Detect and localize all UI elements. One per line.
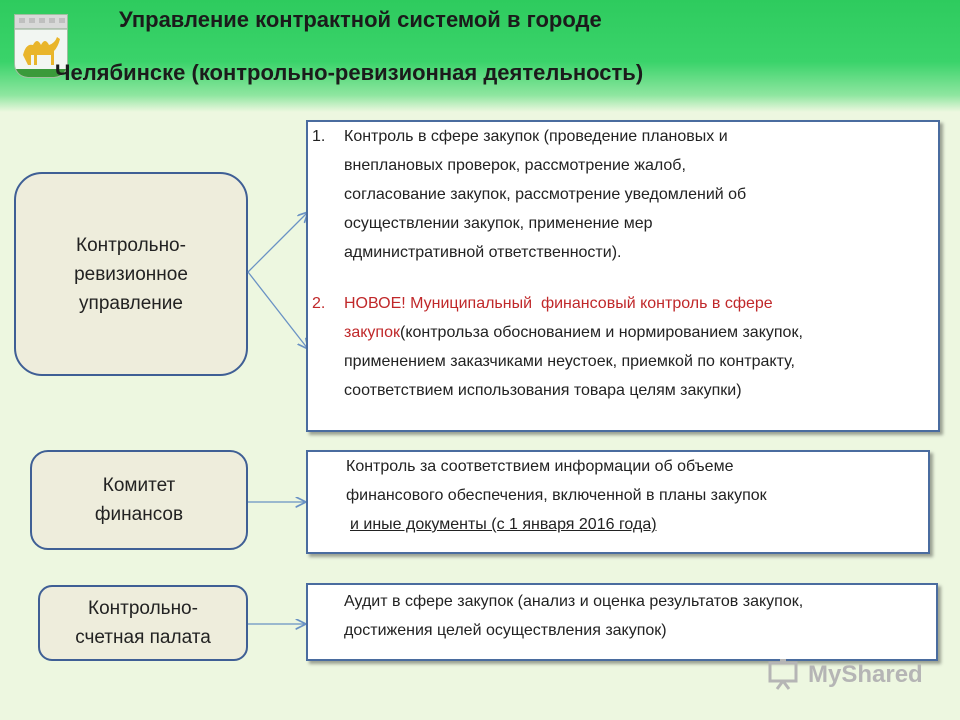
page-title-line2: Челябинске (контрольно-ревизионная деятельность)	[55, 60, 644, 85]
body-label-line: управление	[79, 292, 183, 314]
presentation-icon	[768, 659, 802, 691]
text-run: (контрольза обоснованием и нормированием закупок,	[399, 324, 803, 341]
body-label-line: счетная палата	[75, 627, 211, 648]
new-badge: НОВОЕ!	[344, 295, 406, 312]
text-line: финансового обеспечения, включенной в планы закупок	[346, 487, 767, 504]
text-line: административной ответственности).	[344, 244, 622, 261]
text-line: Аудит в сфере закупок (анализ и оценка результатов закупок,	[344, 593, 804, 610]
body-label-line: Контрольно-	[88, 598, 198, 619]
arrow-kru-to-item2	[248, 272, 308, 349]
item-number: 2.	[312, 295, 326, 312]
watermark-text: MyShared	[808, 661, 923, 688]
functions-box-audit	[306, 583, 938, 661]
text-line: достижения целей осуществления закупок)	[344, 622, 667, 639]
watermark	[768, 658, 923, 692]
text-line: применением заказчиками неустоек, приемкой по контракту,	[344, 353, 795, 370]
text-line: осуществлении закупок, применение мер	[344, 215, 653, 232]
functions-box-kru	[306, 120, 940, 432]
text-run: Муниципальный	[405, 295, 541, 312]
text-line: Контроль в сфере закупок (проведение плановых и	[344, 128, 728, 145]
text-line: внеплановых проверок, рассмотрение жалоб,	[344, 157, 686, 174]
arrow-kru-to-item1	[248, 212, 308, 272]
body-label-line: ревизионное	[74, 263, 188, 285]
kru-item2	[344, 289, 803, 405]
highlight-text: закупок	[344, 324, 400, 341]
functions-box-finance	[306, 450, 930, 554]
body-label-line: Контрольно-	[76, 234, 186, 256]
kru-item1	[344, 122, 746, 267]
highlight-text: финансовый контроль в сфере	[540, 295, 773, 312]
item-number: 1.	[312, 128, 326, 145]
body-label-line: финансов	[94, 504, 184, 525]
body-label-line: Комитет	[102, 475, 176, 496]
text-line: Контроль за соответствием информации об объеме	[346, 458, 734, 475]
text-line: согласование закупок, рассмотрение уведомлений об	[344, 186, 747, 203]
text-line: соответствием использования товара целям закупки)	[344, 382, 742, 399]
underlined-text: и иные документы (с 1 января 2016 года)	[350, 516, 657, 533]
page-title-line1: Управление контрактной системой в городе	[119, 7, 602, 32]
